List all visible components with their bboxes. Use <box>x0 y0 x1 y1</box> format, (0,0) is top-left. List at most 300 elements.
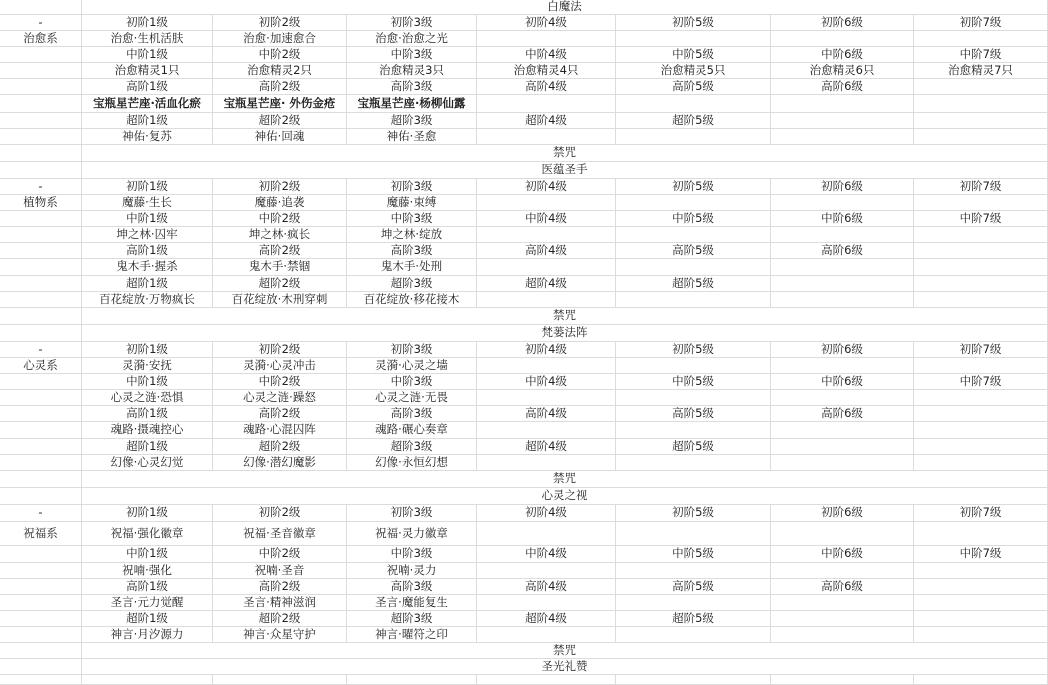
spell-cell[interactable] <box>771 129 914 145</box>
tier-level-row <box>0 546 1048 563</box>
level-cell[interactable]: 初阶4级 <box>477 15 616 31</box>
empty-cell[interactable] <box>0 627 82 643</box>
spell-cell[interactable] <box>914 455 1048 471</box>
level-cell[interactable]: 初阶6级 <box>771 15 914 31</box>
level-cell[interactable]: 超阶4级 <box>477 276 616 292</box>
spell-cell[interactable] <box>914 95 1048 113</box>
level-cell[interactable]: 超阶4级 <box>477 113 616 129</box>
spell-cell[interactable]: 百花绽放·移花接木 <box>347 292 477 308</box>
spell-cell[interactable]: 神言·众星守护 <box>213 627 347 643</box>
spell-cell[interactable]: 祝福·圣音徽章 <box>213 522 347 546</box>
spell-cell[interactable] <box>616 522 771 546</box>
spell-cell[interactable] <box>914 522 1048 546</box>
level-cell[interactable]: 超阶2级 <box>213 113 347 129</box>
level-cell[interactable]: 高阶4级 <box>477 243 616 259</box>
level-cell[interactable] <box>914 579 1048 595</box>
level-cell[interactable]: 初阶7级 <box>914 179 1048 195</box>
empty-cell[interactable] <box>0 611 82 627</box>
spell-cell[interactable]: 治愈精灵7只 <box>914 63 1048 79</box>
spell-cell[interactable]: 治愈·治愈之光 <box>347 31 477 47</box>
forbidden-label[interactable]: 禁咒 <box>82 145 1048 162</box>
spell-cell[interactable] <box>771 95 914 113</box>
spell-cell[interactable] <box>914 390 1048 406</box>
spell-cell[interactable]: 幻像·潜幻魔影 <box>213 455 347 471</box>
empty-cell[interactable] <box>0 595 82 611</box>
level-cell[interactable]: 初阶2级 <box>213 15 347 31</box>
spell-cell[interactable]: 鬼木手·禁锢 <box>213 259 347 276</box>
tier-spell-row <box>0 358 1048 374</box>
school-label[interactable]: 植物系 <box>0 195 82 211</box>
empty-cell[interactable] <box>0 471 82 488</box>
empty-cell[interactable] <box>0 227 82 243</box>
empty-cell[interactable] <box>0 211 82 227</box>
tier-level-row <box>0 243 1048 259</box>
spell-cell[interactable] <box>914 31 1048 47</box>
empty-cell[interactable] <box>0 113 82 129</box>
level-cell[interactable]: 初阶3级 <box>347 342 477 358</box>
empty-cell[interactable] <box>0 79 82 95</box>
spell-cell[interactable]: 治愈·生机活肤 <box>82 31 213 47</box>
level-cell[interactable]: 超阶3级 <box>347 276 477 292</box>
level-cell[interactable]: 中阶4级 <box>477 374 616 390</box>
spell-cell[interactable] <box>616 563 771 579</box>
tier-spell-row <box>0 522 1048 546</box>
level-cell[interactable]: 中阶4级 <box>477 211 616 227</box>
spell-cell[interactable]: 祝福·灵力徽章 <box>347 522 477 546</box>
spell-cell[interactable] <box>771 31 914 47</box>
level-cell[interactable]: 高阶1级 <box>82 243 213 259</box>
empty-cell[interactable] <box>0 129 82 145</box>
empty-cell[interactable] <box>0 243 82 259</box>
empty-cell[interactable] <box>0 374 82 390</box>
level-cell[interactable]: 中阶1级 <box>82 211 213 227</box>
spell-cell[interactable] <box>477 455 616 471</box>
level-cell[interactable]: 初阶5级 <box>616 179 771 195</box>
level-cell[interactable]: 高阶3级 <box>347 579 477 595</box>
tier-level-row <box>0 374 1048 390</box>
dash-cell[interactable]: - <box>0 505 82 522</box>
level-cell[interactable]: 超阶2级 <box>213 276 347 292</box>
level-cell[interactable]: 初阶3级 <box>347 15 477 31</box>
level-cell[interactable]: 中阶6级 <box>771 374 914 390</box>
level-cell[interactable] <box>914 243 1048 259</box>
empty-cell[interactable] <box>0 145 82 162</box>
level-cell[interactable]: 初阶6级 <box>771 342 914 358</box>
level-cell[interactable]: 超阶5级 <box>616 276 771 292</box>
spell-cell[interactable] <box>477 390 616 406</box>
spell-cell[interactable] <box>914 292 1048 308</box>
level-cell[interactable]: 中阶7级 <box>914 211 1048 227</box>
spell-cell[interactable]: 心灵之涟·躁怒 <box>213 390 347 406</box>
spell-cell[interactable]: 宝瓶星芒座·活血化瘀 <box>82 95 213 113</box>
level-cell[interactable]: 高阶4级 <box>477 406 616 422</box>
tier-spell-row <box>0 95 1048 113</box>
level-cell[interactable]: 高阶6级 <box>771 406 914 422</box>
empty-cell[interactable] <box>0 0 82 15</box>
level-cell[interactable]: 初阶4级 <box>477 179 616 195</box>
spell-cell[interactable]: 治愈精灵1只 <box>82 63 213 79</box>
tier-level-row <box>0 406 1048 422</box>
level-cell[interactable]: 高阶1级 <box>82 406 213 422</box>
empty-cell[interactable] <box>616 675 771 685</box>
level-cell[interactable]: 中阶7级 <box>914 546 1048 563</box>
empty-cell[interactable] <box>0 325 82 342</box>
spell-cell[interactable] <box>477 195 616 211</box>
spell-cell[interactable]: 祝福·强化徽章 <box>82 522 213 546</box>
level-cell[interactable]: 初阶1级 <box>82 342 213 358</box>
spell-cell[interactable]: 心灵之涟·无畏 <box>347 390 477 406</box>
white-magic-title[interactable]: 白魔法 <box>82 0 1048 15</box>
level-cell[interactable]: 高阶2级 <box>213 243 347 259</box>
empty-cell[interactable] <box>0 276 82 292</box>
level-cell[interactable] <box>914 113 1048 129</box>
level-cell[interactable]: 超阶3级 <box>347 113 477 129</box>
level-cell[interactable]: 中阶1级 <box>82 374 213 390</box>
spell-cell[interactable] <box>616 455 771 471</box>
level-cell[interactable]: 中阶6级 <box>771 211 914 227</box>
level-cell[interactable]: 中阶2级 <box>213 374 347 390</box>
empty-cell[interactable] <box>0 406 82 422</box>
level-cell[interactable]: 初阶7级 <box>914 342 1048 358</box>
level-cell[interactable]: 初阶2级 <box>213 342 347 358</box>
level-cell[interactable]: 初阶6级 <box>771 505 914 522</box>
spell-cell[interactable] <box>616 595 771 611</box>
tier-level-row <box>0 611 1048 627</box>
empty-cell[interactable] <box>0 63 82 79</box>
level-cell[interactable]: 超阶3级 <box>347 439 477 455</box>
level-cell[interactable]: 中阶3级 <box>347 374 477 390</box>
spell-cell[interactable] <box>914 259 1048 276</box>
empty-cell[interactable] <box>0 455 82 471</box>
level-cell[interactable]: 超阶5级 <box>616 113 771 129</box>
level-cell[interactable]: 中阶6级 <box>771 47 914 63</box>
level-cell[interactable]: 中阶4级 <box>477 47 616 63</box>
level-cell[interactable]: 初阶1级 <box>82 179 213 195</box>
empty-cell[interactable] <box>0 308 82 325</box>
empty-cell[interactable] <box>0 546 82 563</box>
level-cell[interactable]: 高阶4级 <box>477 79 616 95</box>
spell-cell[interactable]: 祝喃·灵力 <box>347 563 477 579</box>
forbidden-label-row <box>0 308 1048 325</box>
spell-cell[interactable] <box>616 195 771 211</box>
spell-cell[interactable]: 神佑·回魂 <box>213 129 347 145</box>
level-cell[interactable] <box>771 276 914 292</box>
level-cell[interactable]: 超阶1级 <box>82 113 213 129</box>
spell-cell[interactable] <box>477 259 616 276</box>
spell-cell[interactable]: 祝喃·强化 <box>82 563 213 579</box>
spell-cell[interactable] <box>771 227 914 243</box>
level-cell[interactable]: 中阶3级 <box>347 211 477 227</box>
level-cell[interactable] <box>771 611 914 627</box>
level-cell[interactable] <box>771 439 914 455</box>
spell-cell[interactable]: 圣言·魔能复生 <box>347 595 477 611</box>
level-cell[interactable] <box>914 406 1048 422</box>
empty-cell[interactable] <box>0 390 82 406</box>
spell-cell[interactable]: 魂路·心混囚阵 <box>213 422 347 439</box>
spell-cell[interactable] <box>616 627 771 643</box>
level-cell[interactable]: 中阶2级 <box>213 211 347 227</box>
spell-cell[interactable] <box>477 292 616 308</box>
spell-cell[interactable] <box>616 227 771 243</box>
school-label[interactable]: 祝福系 <box>0 522 82 546</box>
level-cell[interactable]: 初阶3级 <box>347 179 477 195</box>
level-cell[interactable]: 中阶3级 <box>347 47 477 63</box>
spell-cell[interactable] <box>771 390 914 406</box>
spell-cell[interactable] <box>616 31 771 47</box>
level-cell[interactable]: 超阶5级 <box>616 439 771 455</box>
level-cell[interactable] <box>914 276 1048 292</box>
spell-cell[interactable] <box>477 563 616 579</box>
forbidden-spell-name[interactable]: 圣光礼赞 <box>82 659 1048 675</box>
spell-cell[interactable] <box>771 455 914 471</box>
spell-cell[interactable]: 神佑·圣愈 <box>347 129 477 145</box>
spell-cell[interactable]: 治愈精灵4只 <box>477 63 616 79</box>
spell-cell[interactable] <box>477 522 616 546</box>
level-cell[interactable]: 初阶1级 <box>82 505 213 522</box>
spell-cell[interactable]: 治愈精灵6只 <box>771 63 914 79</box>
empty-cell[interactable] <box>0 659 82 675</box>
spell-cell[interactable]: 治愈精灵5只 <box>616 63 771 79</box>
header-row <box>0 0 1048 15</box>
level-cell[interactable]: 初阶7级 <box>914 15 1048 31</box>
empty-cell[interactable] <box>0 563 82 579</box>
empty-cell[interactable] <box>0 579 82 595</box>
empty-cell[interactable] <box>0 439 82 455</box>
level-cell[interactable]: 初阶1级 <box>82 15 213 31</box>
forbidden-label[interactable]: 禁咒 <box>82 471 1048 488</box>
level-cell[interactable]: 高阶1级 <box>82 79 213 95</box>
spell-cell[interactable] <box>477 358 616 374</box>
forbidden-spell-name[interactable]: 梵蒌法阵 <box>82 325 1048 342</box>
spell-cell[interactable] <box>914 595 1048 611</box>
spell-cell[interactable] <box>914 129 1048 145</box>
level-cell[interactable]: 中阶1级 <box>82 546 213 563</box>
level-cell[interactable]: 初阶2级 <box>213 179 347 195</box>
level-cell[interactable]: 高阶5级 <box>616 79 771 95</box>
level-cell[interactable]: 超阶2级 <box>213 439 347 455</box>
empty-cell[interactable] <box>82 675 213 685</box>
spell-cell[interactable]: 鬼木手·处刑 <box>347 259 477 276</box>
level-cell[interactable] <box>914 611 1048 627</box>
empty-cell[interactable] <box>771 675 914 685</box>
forbidden-spell-name[interactable]: 医蕴圣手 <box>82 162 1048 179</box>
empty-cell[interactable] <box>347 675 477 685</box>
level-cell[interactable]: 高阶3级 <box>347 79 477 95</box>
spell-cell[interactable] <box>616 390 771 406</box>
spell-cell[interactable]: 魔藤·束缚 <box>347 195 477 211</box>
level-cell[interactable]: 中阶3级 <box>347 546 477 563</box>
spell-cell[interactable] <box>477 31 616 47</box>
spell-cell[interactable]: 鬼木手·握杀 <box>82 259 213 276</box>
level-cell[interactable]: 中阶7级 <box>914 47 1048 63</box>
spell-cell[interactable] <box>616 259 771 276</box>
spell-cell[interactable] <box>477 95 616 113</box>
empty-cell[interactable] <box>0 162 82 179</box>
spell-cell[interactable]: 灵漪·心灵冲击 <box>213 358 347 374</box>
level-cell[interactable]: 中阶2级 <box>213 546 347 563</box>
spell-cell[interactable] <box>771 292 914 308</box>
spell-cell[interactable] <box>771 422 914 439</box>
level-cell[interactable]: 初阶6级 <box>771 179 914 195</box>
forbidden-label-row <box>0 471 1048 488</box>
level-cell[interactable]: 超阶3级 <box>347 611 477 627</box>
spell-cell[interactable]: 魔藤·生长 <box>82 195 213 211</box>
empty-cell[interactable] <box>0 292 82 308</box>
level-cell[interactable]: 中阶5级 <box>616 546 771 563</box>
level-cell[interactable]: 超阶2级 <box>213 611 347 627</box>
spell-cell[interactable]: 宝瓶星芒座· 外伤金疮 <box>213 95 347 113</box>
spell-cell[interactable]: 魂路·摄魂控心 <box>82 422 213 439</box>
spell-cell[interactable] <box>771 195 914 211</box>
spell-cell[interactable]: 宝瓶星芒座·杨柳仙露 <box>347 95 477 113</box>
level-cell[interactable]: 中阶1级 <box>82 47 213 63</box>
spell-cell[interactable]: 坤之林·疯长 <box>213 227 347 243</box>
spell-cell[interactable] <box>771 627 914 643</box>
level-cell[interactable] <box>914 79 1048 95</box>
tier-level-row <box>0 211 1048 227</box>
empty-cell[interactable] <box>0 47 82 63</box>
spell-cell[interactable] <box>477 627 616 643</box>
spell-cell[interactable]: 祝喃·圣音 <box>213 563 347 579</box>
spell-cell[interactable] <box>477 422 616 439</box>
spell-cell[interactable]: 治愈·加速愈合 <box>213 31 347 47</box>
level-cell[interactable]: 高阶5级 <box>616 406 771 422</box>
school-label[interactable]: 心灵系 <box>0 358 82 374</box>
level-cell[interactable]: 初阶5级 <box>616 342 771 358</box>
spell-cell[interactable] <box>771 522 914 546</box>
spell-cell[interactable] <box>616 358 771 374</box>
spell-cell[interactable] <box>616 292 771 308</box>
spell-cell[interactable] <box>616 95 771 113</box>
spell-cell[interactable] <box>914 227 1048 243</box>
empty-cell[interactable] <box>213 675 347 685</box>
dash-cell[interactable]: - <box>0 342 82 358</box>
level-cell[interactable]: 中阶5级 <box>616 374 771 390</box>
empty-cell[interactable] <box>0 643 82 659</box>
level-cell[interactable]: 初阶3级 <box>347 505 477 522</box>
level-cell[interactable]: 中阶4级 <box>477 546 616 563</box>
spell-cell[interactable]: 神言·曜符之印 <box>347 627 477 643</box>
tier-level-row <box>0 342 1048 358</box>
spell-cell[interactable] <box>616 422 771 439</box>
level-cell[interactable]: 中阶6级 <box>771 546 914 563</box>
level-cell[interactable]: 中阶5级 <box>616 47 771 63</box>
spell-cell[interactable]: 神言·月汐源力 <box>82 627 213 643</box>
spell-cell[interactable]: 坤之林·囚牢 <box>82 227 213 243</box>
spell-cell[interactable]: 心灵之涟·恐惧 <box>82 390 213 406</box>
spell-cell[interactable]: 魂路·碾心奏章 <box>347 422 477 439</box>
forbidden-spell-name[interactable]: 心灵之视 <box>82 488 1048 505</box>
level-cell[interactable]: 超阶1级 <box>82 439 213 455</box>
level-cell[interactable]: 初阶2级 <box>213 505 347 522</box>
spell-cell[interactable] <box>914 627 1048 643</box>
spell-cell[interactable]: 神佑·复苏 <box>82 129 213 145</box>
level-cell[interactable] <box>914 439 1048 455</box>
forbidden-label[interactable]: 禁咒 <box>82 308 1048 325</box>
level-cell[interactable]: 超阶1级 <box>82 611 213 627</box>
level-cell[interactable]: 初阶5级 <box>616 15 771 31</box>
level-cell[interactable]: 初阶4级 <box>477 342 616 358</box>
tier-level-row <box>0 79 1048 95</box>
spell-cell[interactable]: 灵漪·安抚 <box>82 358 213 374</box>
tier-spell-row <box>0 595 1048 611</box>
level-cell[interactable]: 初阶4级 <box>477 505 616 522</box>
tier-spell-row <box>0 563 1048 579</box>
spell-cell[interactable] <box>914 358 1048 374</box>
spell-cell[interactable]: 圣言·元力觉醒 <box>82 595 213 611</box>
empty-cell[interactable] <box>477 675 616 685</box>
spell-cell[interactable]: 幻像·心灵幻觉 <box>82 455 213 471</box>
tier-level-row <box>0 439 1048 455</box>
level-cell[interactable]: 高阶3级 <box>347 243 477 259</box>
spell-cell[interactable]: 坤之林·绽放 <box>347 227 477 243</box>
empty-cell[interactable] <box>0 259 82 276</box>
spell-cell[interactable]: 幻像·永恒幻想 <box>347 455 477 471</box>
spell-cell[interactable] <box>914 195 1048 211</box>
empty-cell[interactable] <box>0 488 82 505</box>
spell-cell[interactable]: 百花绽放·万物疯长 <box>82 292 213 308</box>
spell-cell[interactable]: 灵漪·心灵之墙 <box>347 358 477 374</box>
level-cell[interactable]: 初阶7级 <box>914 505 1048 522</box>
spell-cell[interactable] <box>771 595 914 611</box>
level-cell[interactable]: 中阶2级 <box>213 47 347 63</box>
empty-cell[interactable] <box>0 422 82 439</box>
level-cell[interactable]: 中阶5级 <box>616 211 771 227</box>
dash-cell[interactable]: - <box>0 15 82 31</box>
level-cell[interactable]: 高阶6级 <box>771 79 914 95</box>
level-cell[interactable] <box>771 113 914 129</box>
tier-spell-row <box>0 31 1048 47</box>
spell-cell[interactable] <box>771 259 914 276</box>
level-cell[interactable]: 高阶6级 <box>771 243 914 259</box>
level-cell[interactable]: 高阶6级 <box>771 579 914 595</box>
spell-cell[interactable]: 治愈精灵2只 <box>213 63 347 79</box>
spell-cell[interactable]: 魔藤·追袭 <box>213 195 347 211</box>
forbidden-label[interactable]: 禁咒 <box>82 643 1048 659</box>
spell-cell[interactable]: 圣言·精神滋润 <box>213 595 347 611</box>
level-cell[interactable]: 高阶2级 <box>213 79 347 95</box>
level-cell[interactable]: 高阶5级 <box>616 243 771 259</box>
level-cell[interactable]: 高阶2级 <box>213 579 347 595</box>
spell-cell[interactable] <box>477 129 616 145</box>
level-cell[interactable]: 超阶4级 <box>477 439 616 455</box>
spell-cell[interactable] <box>914 563 1048 579</box>
level-cell[interactable]: 高阶1级 <box>82 579 213 595</box>
level-cell[interactable]: 超阶5级 <box>616 611 771 627</box>
level-cell[interactable]: 高阶4级 <box>477 579 616 595</box>
spell-cell[interactable] <box>914 422 1048 439</box>
school-label[interactable]: 治愈系 <box>0 31 82 47</box>
empty-cell[interactable] <box>914 675 1048 685</box>
level-cell[interactable]: 高阶3级 <box>347 406 477 422</box>
dash-cell[interactable]: - <box>0 179 82 195</box>
spell-cell[interactable] <box>771 358 914 374</box>
empty-cell[interactable] <box>0 675 82 685</box>
spell-cell[interactable] <box>616 129 771 145</box>
level-cell[interactable]: 超阶1级 <box>82 276 213 292</box>
spell-cell[interactable] <box>477 227 616 243</box>
spell-cell[interactable] <box>477 595 616 611</box>
level-cell[interactable]: 高阶5级 <box>616 579 771 595</box>
empty-cell[interactable] <box>0 95 82 113</box>
spell-cell[interactable] <box>771 563 914 579</box>
spell-cell[interactable]: 百花绽放·木刑穿刺 <box>213 292 347 308</box>
level-cell[interactable]: 初阶5级 <box>616 505 771 522</box>
level-cell[interactable]: 超阶4级 <box>477 611 616 627</box>
level-cell[interactable]: 中阶7级 <box>914 374 1048 390</box>
spell-cell[interactable]: 治愈精灵3只 <box>347 63 477 79</box>
level-cell[interactable]: 高阶2级 <box>213 406 347 422</box>
